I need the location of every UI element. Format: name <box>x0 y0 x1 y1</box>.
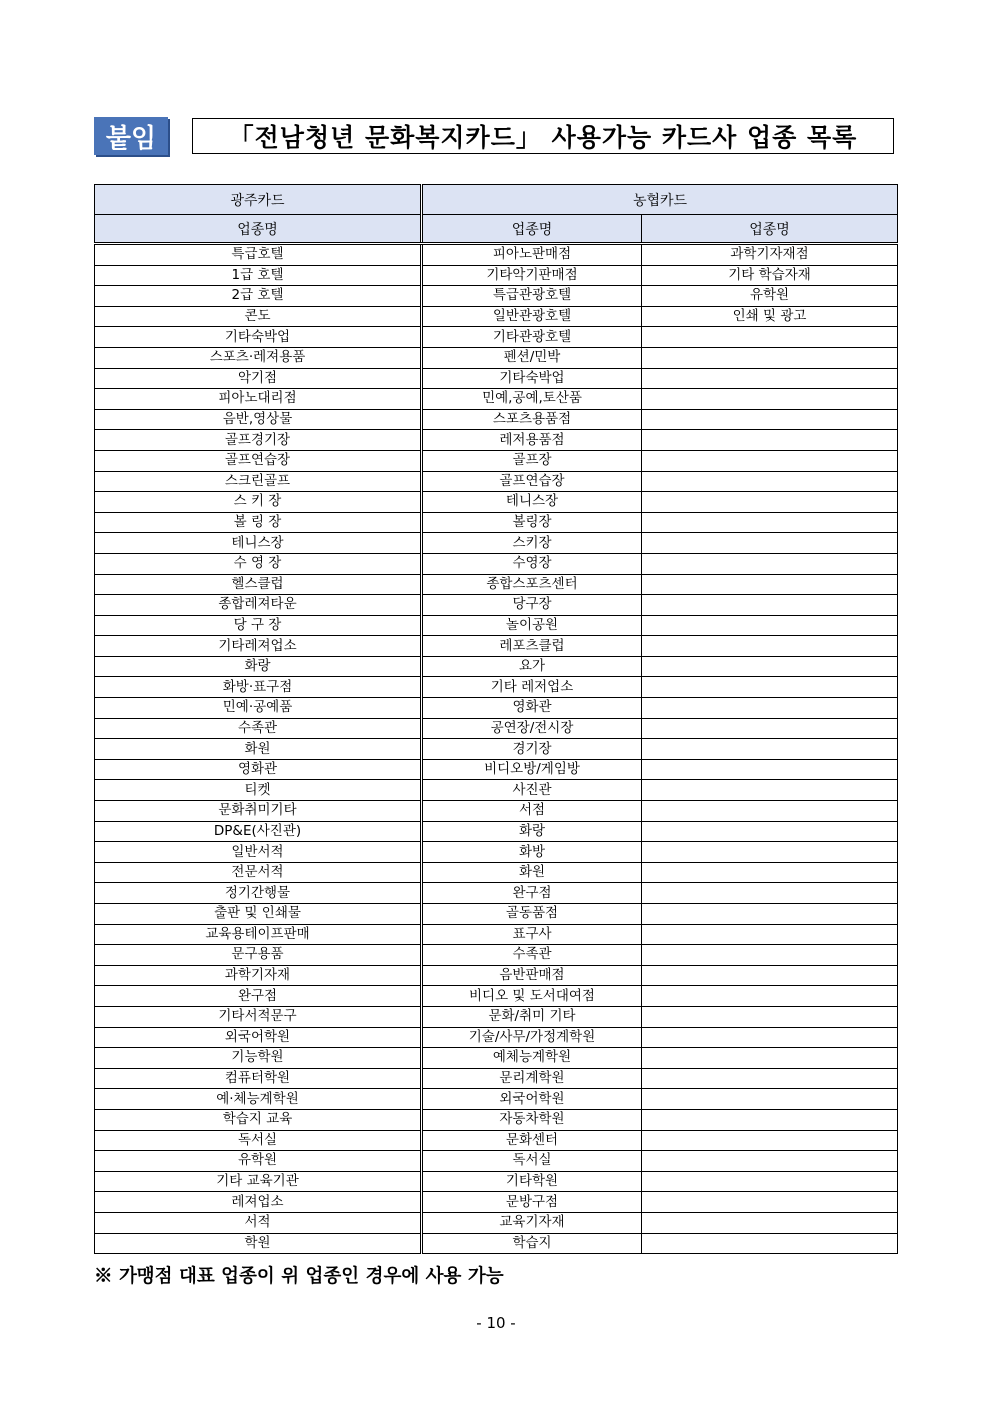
table-cell: 레져업소 <box>95 1192 422 1213</box>
table-cell: 당 구 장 <box>95 615 422 636</box>
table-cell <box>642 1109 898 1130</box>
table-cell: 골프경기장 <box>95 430 422 451</box>
table-cell: 스키장 <box>422 533 642 554</box>
table-cell: 인쇄 및 광고 <box>642 306 898 327</box>
table-cell: 사진관 <box>422 780 642 801</box>
table-cell: 출판 및 인쇄물 <box>95 904 422 925</box>
table-row <box>95 1151 898 1172</box>
table-row <box>95 1089 898 1110</box>
table-cell <box>642 1089 898 1110</box>
table-cell: 콘도 <box>95 306 422 327</box>
table-cell: 문화취미기타 <box>95 801 422 822</box>
table-cell <box>642 1027 898 1048</box>
table-cell: 경기장 <box>422 739 642 760</box>
table-cell: 수족관 <box>95 718 422 739</box>
table-row <box>95 471 898 492</box>
table-cell <box>642 1212 898 1233</box>
table-row <box>95 718 898 739</box>
table-cell <box>642 739 898 760</box>
table-row <box>95 1233 898 1254</box>
table-cell <box>642 842 898 863</box>
attachment-badge: 붙임 <box>94 117 168 155</box>
table-cell: 서점 <box>422 801 642 822</box>
table-cell: 피아노판매점 <box>422 244 642 266</box>
table-cell: 문화/취미 기타 <box>422 1006 642 1027</box>
table-cell: 서적 <box>95 1212 422 1233</box>
table-cell: 피아노대리점 <box>95 389 422 410</box>
table-cell: 화원 <box>95 739 422 760</box>
table-cell: 화랑 <box>95 656 422 677</box>
table-cell: 종합스포츠센터 <box>422 574 642 595</box>
table-cell <box>642 1233 898 1254</box>
table-cell <box>642 862 898 883</box>
table-cell <box>642 1171 898 1192</box>
table-row <box>95 244 898 266</box>
table-cell: 볼링장 <box>422 512 642 533</box>
table-cell: 종합레져타운 <box>95 595 422 616</box>
column-header: 업종명 <box>95 215 422 244</box>
table-cell: DP&E(사진관) <box>95 821 422 842</box>
table-row <box>95 1171 898 1192</box>
table-row <box>95 1048 898 1069</box>
table-row <box>95 492 898 513</box>
table-cell: 2급 호텔 <box>95 286 422 307</box>
table-cell <box>642 718 898 739</box>
table-cell: 과학기자재 <box>95 965 422 986</box>
table-cell: 문화센터 <box>422 1130 642 1151</box>
table-row <box>95 842 898 863</box>
table-row <box>95 1192 898 1213</box>
usage-note: ※ 가맹점 대표 업종이 위 업종인 경우에 사용 가능 <box>94 1266 504 1287</box>
table-cell: 문방구점 <box>422 1192 642 1213</box>
table-cell: 교육용테이프판매 <box>95 924 422 945</box>
table-cell: 일반관광호텔 <box>422 306 642 327</box>
table-cell: 화방·표구점 <box>95 677 422 698</box>
table-row <box>95 533 898 554</box>
table-row <box>95 945 898 966</box>
table-cell: 비디오 및 도서대여점 <box>422 986 642 1007</box>
table-cell: 골프연습장 <box>95 450 422 471</box>
table-cell <box>642 677 898 698</box>
table-cell <box>642 759 898 780</box>
table-cell <box>642 368 898 389</box>
table-row <box>95 1109 898 1130</box>
table-cell: 특급관광호텔 <box>422 286 642 307</box>
group-header-gwangju: 광주카드 <box>95 185 422 215</box>
table-cell: 과학기자재점 <box>642 244 898 266</box>
card-category-table <box>94 184 898 1254</box>
table-cell: 기타악기판매점 <box>422 265 642 286</box>
table-cell: 화랑 <box>422 821 642 842</box>
table-cell: 테니스장 <box>95 533 422 554</box>
table-cell <box>642 450 898 471</box>
table-row <box>95 1027 898 1048</box>
table-cell: 표구사 <box>422 924 642 945</box>
table-cell: 교육기자재 <box>422 1212 642 1233</box>
table-cell: 독서실 <box>422 1151 642 1172</box>
table-row <box>95 389 898 410</box>
table-cell: 완구점 <box>95 986 422 1007</box>
table-cell: 기타 교육기관 <box>95 1171 422 1192</box>
table-cell <box>642 1006 898 1027</box>
table-cell <box>642 780 898 801</box>
table-cell <box>642 636 898 657</box>
table-cell: 컴퓨터학원 <box>95 1068 422 1089</box>
table-row <box>95 801 898 822</box>
table-row <box>95 409 898 430</box>
table-cell: 특급호텔 <box>95 244 422 266</box>
table-cell: 골프장 <box>422 450 642 471</box>
table-cell <box>642 1130 898 1151</box>
table-cell: 수 영 장 <box>95 553 422 574</box>
table-cell: 기타숙박업 <box>422 368 642 389</box>
table-cell <box>642 409 898 430</box>
table-row <box>95 780 898 801</box>
table-cell: 정기간행물 <box>95 883 422 904</box>
table-row <box>95 656 898 677</box>
table-cell <box>642 965 898 986</box>
document-title: 「전남청년 문화복지카드」 사용가능 카드사 업종 목록 <box>192 118 894 154</box>
table-cell <box>642 986 898 1007</box>
table-cell <box>642 945 898 966</box>
table-cell: 기타 레저업소 <box>422 677 642 698</box>
table-cell: 기타관광호텔 <box>422 327 642 348</box>
table-row <box>95 904 898 925</box>
table-cell: 티켓 <box>95 780 422 801</box>
table-cell: 학습지 교육 <box>95 1109 422 1130</box>
table-cell: 당구장 <box>422 595 642 616</box>
table-cell: 학원 <box>95 1233 422 1254</box>
table-cell <box>642 492 898 513</box>
table-cell: 테니스장 <box>422 492 642 513</box>
table-cell: 볼 링 장 <box>95 512 422 533</box>
table-cell: 공연장/전시장 <box>422 718 642 739</box>
table-cell: 외국어학원 <box>422 1089 642 1110</box>
table-row <box>95 265 898 286</box>
table-cell <box>642 471 898 492</box>
table-row <box>95 821 898 842</box>
table-row <box>95 636 898 657</box>
table-cell: 기능학원 <box>95 1048 422 1069</box>
table-cell: 골동품점 <box>422 904 642 925</box>
table-cell <box>642 656 898 677</box>
table-cell: 1급 호텔 <box>95 265 422 286</box>
table-cell: 기타 학습자재 <box>642 265 898 286</box>
table-cell: 민예·공예품 <box>95 698 422 719</box>
column-header: 업종명 <box>642 215 898 244</box>
table-row <box>95 883 898 904</box>
table-cell <box>642 533 898 554</box>
table-row <box>95 965 898 986</box>
table-row <box>95 1130 898 1151</box>
table-cell <box>642 389 898 410</box>
table-cell: 외국어학원 <box>95 1027 422 1048</box>
table-cell: 음반판매점 <box>422 965 642 986</box>
table-cell <box>642 430 898 451</box>
table-cell: 완구점 <box>422 883 642 904</box>
table-row <box>95 739 898 760</box>
table-cell: 헬스클럽 <box>95 574 422 595</box>
table-row <box>95 924 898 945</box>
group-header-nonghyup: 농협카드 <box>422 185 898 215</box>
table-row <box>95 1068 898 1089</box>
table-cell <box>642 615 898 636</box>
table-cell: 스 키 장 <box>95 492 422 513</box>
table-cell: 음반,영상물 <box>95 409 422 430</box>
table-cell: 기술/사무/가정계학원 <box>422 1027 642 1048</box>
table-cell <box>642 821 898 842</box>
table-cell <box>642 1048 898 1069</box>
table-row <box>95 347 898 368</box>
table-cell: 예체능계학원 <box>422 1048 642 1069</box>
table-row <box>95 450 898 471</box>
table-row <box>95 306 898 327</box>
table-row <box>95 1212 898 1233</box>
table-cell <box>642 595 898 616</box>
table-cell: 화방 <box>422 842 642 863</box>
page-number: - 10 - <box>476 1314 516 1332</box>
table-cell: 요가 <box>422 656 642 677</box>
table-cell <box>642 327 898 348</box>
table-row <box>95 698 898 719</box>
table-cell: 스포츠·레져용품 <box>95 347 422 368</box>
table-cell: 문리계학원 <box>422 1068 642 1089</box>
table-cell: 스크린골프 <box>95 471 422 492</box>
table-cell: 화원 <box>422 862 642 883</box>
table-row <box>95 430 898 451</box>
table-cell: 악기점 <box>95 368 422 389</box>
table-cell: 레저용품점 <box>422 430 642 451</box>
table-cell: 놀이공원 <box>422 615 642 636</box>
table-cell: 수족관 <box>422 945 642 966</box>
table-cell <box>642 1192 898 1213</box>
table-cell <box>642 904 898 925</box>
table-cell: 영화관 <box>95 759 422 780</box>
table-cell <box>642 347 898 368</box>
table-row <box>95 615 898 636</box>
table-row <box>95 986 898 1007</box>
table-cell: 유학원 <box>95 1151 422 1172</box>
table-cell: 독서실 <box>95 1130 422 1151</box>
table-cell <box>642 801 898 822</box>
table-cell: 학습지 <box>422 1233 642 1254</box>
table-cell: 전문서적 <box>95 862 422 883</box>
table-cell: 수영장 <box>422 553 642 574</box>
table-row <box>95 1006 898 1027</box>
table-cell <box>642 553 898 574</box>
table-row <box>95 286 898 307</box>
table-cell <box>642 574 898 595</box>
table-row <box>95 553 898 574</box>
table-cell: 기타서적문구 <box>95 1006 422 1027</box>
table-row <box>95 759 898 780</box>
table-cell: 스포츠용품점 <box>422 409 642 430</box>
table-cell: 기타숙박업 <box>95 327 422 348</box>
table-row <box>95 677 898 698</box>
table-cell <box>642 1068 898 1089</box>
table-cell: 기타학원 <box>422 1171 642 1192</box>
table-cell <box>642 883 898 904</box>
table-cell: 민예,공예,토산품 <box>422 389 642 410</box>
table-cell: 레포츠클럽 <box>422 636 642 657</box>
table-row <box>95 595 898 616</box>
table-cell: 기타레져업소 <box>95 636 422 657</box>
table-row <box>95 574 898 595</box>
table-cell: 일반서적 <box>95 842 422 863</box>
table-cell <box>642 924 898 945</box>
table-cell: 자동차학원 <box>422 1109 642 1130</box>
table-cell: 영화관 <box>422 698 642 719</box>
table-cell <box>642 512 898 533</box>
table-row <box>95 512 898 533</box>
table-row <box>95 327 898 348</box>
table-cell: 골프연습장 <box>422 471 642 492</box>
table-cell: 비디오방/게임방 <box>422 759 642 780</box>
table-cell: 유학원 <box>642 286 898 307</box>
table-row <box>95 368 898 389</box>
table-cell: 펜션/민박 <box>422 347 642 368</box>
table-cell: 예·체능계학원 <box>95 1089 422 1110</box>
table-cell <box>642 698 898 719</box>
table-cell <box>642 1151 898 1172</box>
column-header: 업종명 <box>422 215 642 244</box>
table-cell: 문구용품 <box>95 945 422 966</box>
table-row <box>95 862 898 883</box>
